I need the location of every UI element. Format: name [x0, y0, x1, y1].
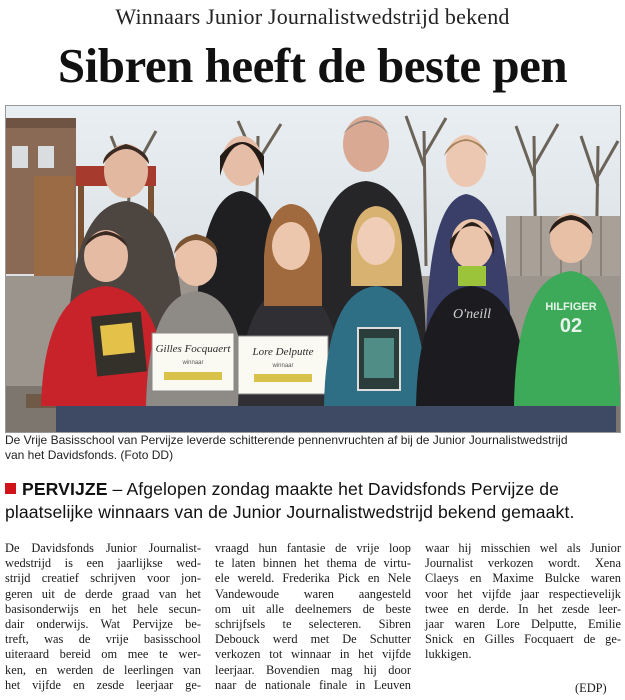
- column-line: twee en derde. In het zesde leer-: [425, 601, 621, 616]
- intro-text-1: Afgelopen zondag maakte het Davidsfonds Pervijze de: [126, 479, 559, 499]
- column-line: Journalist verkozen wordt. Xena: [425, 556, 621, 571]
- certificate-name-2: Lore Delputte: [252, 346, 314, 358]
- column-line: geren uit de derde graad van het: [5, 586, 201, 601]
- certificate-sub-2: winnaar: [272, 363, 294, 369]
- column-line: Vandewoude waren aangesteld: [215, 586, 411, 601]
- column-line: vraagd hun fantasie de vrije loop: [215, 541, 411, 555]
- group-photo-illustration: [6, 106, 620, 432]
- kicker-headline: Winnaars Junior Journalistwedstrijd bekend: [115, 4, 510, 29]
- caption-line-2: van het Davidsfonds. (Foto DD): [5, 448, 174, 462]
- shirt-text-1: O'neill: [453, 307, 491, 322]
- intro-line-2: plaatselijke winnaars van de Junior Journalistwedstrijd bekend gemaakt.: [5, 502, 575, 522]
- column-line: ken, en werden de leerlingen van: [5, 662, 201, 677]
- column-line: dair onderwijs. Wat Pervijze be-: [5, 617, 201, 632]
- column-line: Snick en Gilles Focquaert de ge-: [425, 632, 621, 647]
- column-line: basisonderwijs en het hele secun-: [5, 601, 201, 616]
- article-column-2: [215, 541, 411, 693]
- column-line: leerjaar. Bovendien mag hij door: [215, 662, 411, 677]
- column-line: voor het vijfde jaar respectievelijk: [425, 586, 621, 601]
- red-square-icon: [5, 483, 16, 494]
- author-signature: (EDP): [575, 681, 607, 695]
- column-line: ele wereld. Frederika Pick en Nele: [215, 571, 411, 586]
- dateline-dash: –: [107, 479, 127, 499]
- column-line: De Davidsfonds Junior Journalist-: [5, 541, 201, 555]
- column-line: waar hij misschien wel als Junior: [425, 541, 621, 555]
- main-headline: Sibren heeft de beste pen: [57, 38, 568, 93]
- column-line: om uit alle deelnemers de beste: [215, 601, 411, 616]
- column-line: jaar waren Lore Delputte, Emilie: [425, 617, 621, 632]
- dateline-place: PERVIJZE: [22, 479, 108, 499]
- column-line: wedstrijd is een jaarlijkse wed-: [5, 556, 201, 571]
- caption-line-1: De Vrije Basisschool van Pervijze leverde schitterende pennenvruchten af bij de Junior Journalistwedstrijd: [5, 433, 568, 447]
- column-line: uiteraard bereid om mee te wer-: [5, 647, 201, 662]
- article-column-1: [5, 541, 201, 693]
- article-photo: [5, 105, 621, 433]
- column-line: lukkigen.: [425, 647, 472, 662]
- column-line: strijd creatief schrijven voor jon-: [5, 571, 201, 586]
- photo-caption: [5, 433, 621, 463]
- column-line: treft, was de vrije basisschool: [5, 632, 201, 647]
- certificate-name-1: Gilles Focquaert: [155, 343, 231, 355]
- column-line: naar de nationale finale in Leuven: [215, 677, 411, 692]
- column-line: het vijfde en zesde leerjaar ge-: [5, 677, 201, 692]
- shirt-text-3: 02: [559, 315, 583, 337]
- column-line: verkozen tot winnaar in het vijfde: [215, 647, 411, 662]
- column-line: Debouck werd met De Schutter: [215, 632, 411, 647]
- certificate-sub-1: winnaar: [182, 360, 204, 366]
- article-column-3: [425, 541, 621, 663]
- column-line: te laten binnen het thema de virtu-: [215, 556, 411, 571]
- shirt-text-2: HILFIGER: [545, 301, 597, 313]
- intro-line-1: [5, 478, 621, 501]
- intro-paragraph: [5, 478, 621, 524]
- column-line: schrijfsels te selecteren. Sibren: [215, 617, 411, 632]
- column-line: Claeys en Maxime Bulcke waren: [425, 571, 621, 586]
